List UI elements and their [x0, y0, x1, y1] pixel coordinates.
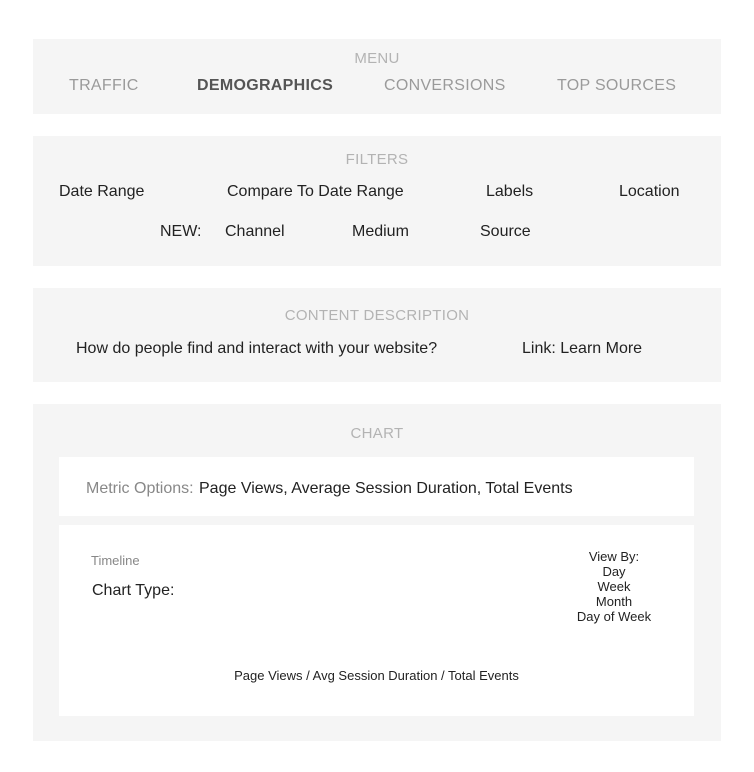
- metric-options-label: Metric Options:: [86, 480, 194, 497]
- new-filters-label: NEW:: [160, 223, 202, 240]
- view-by-option-day-of-week[interactable]: Day of Week: [576, 609, 652, 624]
- timeline-card: [59, 525, 694, 716]
- view-by-label: View By:: [588, 549, 640, 564]
- menu-item-demographics[interactable]: DEMOGRAPHICS: [197, 77, 334, 94]
- content-description-panel: [33, 288, 721, 382]
- view-by-option-week[interactable]: Week: [597, 579, 631, 594]
- filter-channel[interactable]: Channel: [225, 223, 285, 240]
- filter-location[interactable]: Location: [619, 183, 680, 200]
- view-by-option-month[interactable]: Month: [595, 594, 633, 609]
- content-question: How do people find and interact with your website?: [76, 340, 438, 357]
- filter-date-range[interactable]: Date Range: [59, 183, 145, 200]
- filter-labels[interactable]: Labels: [486, 183, 534, 200]
- timeline-label: Timeline: [91, 553, 140, 568]
- view-by-selector: [574, 549, 654, 624]
- menu-item-top-sources[interactable]: TOP SOURCES: [557, 77, 677, 94]
- chart-title: CHART: [350, 425, 404, 442]
- filters-panel: [33, 136, 721, 266]
- metric-options-values[interactable]: Page Views, Average Session Duration, Total Events: [199, 480, 573, 497]
- learn-more-link[interactable]: Link: Learn More: [522, 340, 643, 357]
- filter-source[interactable]: Source: [480, 223, 531, 240]
- menu-panel: [33, 39, 721, 114]
- view-by-option-day[interactable]: Day: [602, 564, 626, 579]
- metric-options-card: [59, 457, 694, 516]
- menu-item-traffic[interactable]: TRAFFIC: [69, 77, 139, 94]
- content-description-title: CONTENT DESCRIPTION: [284, 307, 470, 324]
- menu-item-conversions[interactable]: CONVERSIONS: [384, 77, 506, 94]
- menu-title: MENU: [354, 50, 400, 67]
- filter-medium[interactable]: Medium: [352, 223, 409, 240]
- chart-series-caption: Page Views / Avg Session Duration / Total Events: [234, 668, 519, 683]
- filter-compare-date-range[interactable]: Compare To Date Range: [227, 183, 404, 200]
- filters-title: FILTERS: [345, 151, 409, 168]
- chart-type-label: Chart Type:: [92, 582, 175, 599]
- chart-panel: [33, 404, 721, 741]
